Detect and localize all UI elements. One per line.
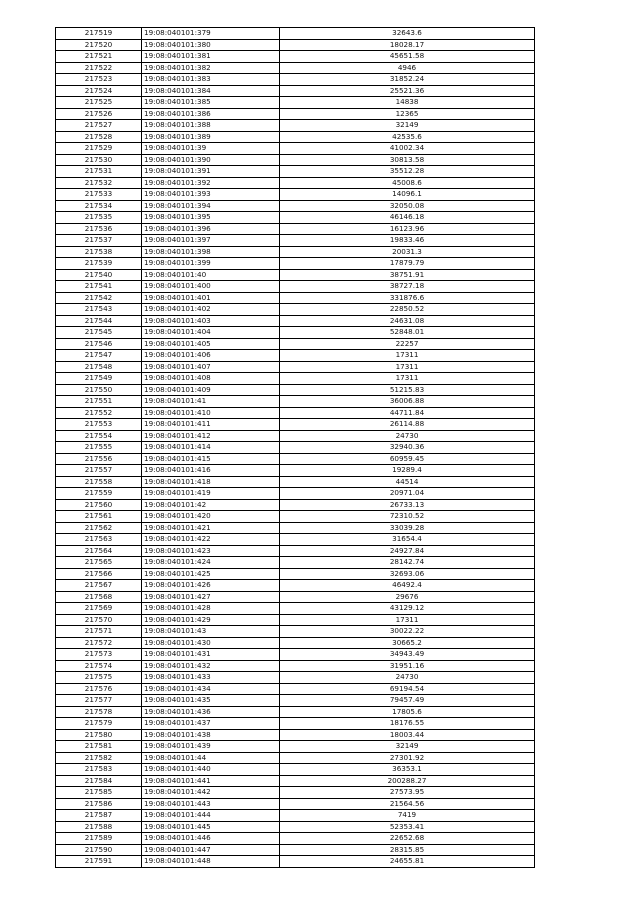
row-id-cell: 217546 bbox=[56, 338, 142, 350]
row-value-cell: 45651.58 bbox=[280, 51, 535, 63]
table-row bbox=[56, 603, 535, 615]
row-id-cell: 217523 bbox=[56, 74, 142, 86]
row-id-cell: 217562 bbox=[56, 522, 142, 534]
row-value-cell: 24631.08 bbox=[280, 315, 535, 327]
table-row bbox=[56, 212, 535, 224]
row-id-cell: 217555 bbox=[56, 442, 142, 454]
row-id-cell: 217572 bbox=[56, 637, 142, 649]
row-value-cell: 24927.84 bbox=[280, 545, 535, 557]
table-row bbox=[56, 166, 535, 178]
row-code-cell: 19:08:040101:445 bbox=[142, 821, 280, 833]
row-value-cell: 17311 bbox=[280, 614, 535, 626]
row-id-cell: 217582 bbox=[56, 752, 142, 764]
row-code-cell: 19:08:040101:435 bbox=[142, 695, 280, 707]
table-row bbox=[56, 453, 535, 465]
row-value-cell: 18176.55 bbox=[280, 718, 535, 730]
row-value-cell: 22652.68 bbox=[280, 833, 535, 845]
row-code-cell: 19:08:040101:431 bbox=[142, 649, 280, 661]
row-code-cell: 19:08:040101:395 bbox=[142, 212, 280, 224]
row-id-cell: 217574 bbox=[56, 660, 142, 672]
table-row bbox=[56, 120, 535, 132]
row-value-cell: 60959.45 bbox=[280, 453, 535, 465]
table-row bbox=[56, 143, 535, 155]
row-value-cell: 29676 bbox=[280, 591, 535, 603]
row-value-cell: 52848.01 bbox=[280, 327, 535, 339]
row-code-cell: 19:08:040101:408 bbox=[142, 373, 280, 385]
table-row bbox=[56, 534, 535, 546]
row-value-cell: 44711.84 bbox=[280, 407, 535, 419]
row-code-cell: 19:08:040101:432 bbox=[142, 660, 280, 672]
table-row bbox=[56, 235, 535, 247]
row-value-cell: 42535.6 bbox=[280, 131, 535, 143]
table-row bbox=[56, 499, 535, 511]
row-code-cell: 19:08:040101:420 bbox=[142, 511, 280, 523]
row-value-cell: 19289.4 bbox=[280, 465, 535, 477]
row-value-cell: 46492.4 bbox=[280, 580, 535, 592]
row-value-cell: 30813.58 bbox=[280, 154, 535, 166]
table-row bbox=[56, 545, 535, 557]
row-id-cell: 217551 bbox=[56, 396, 142, 408]
row-id-cell: 217553 bbox=[56, 419, 142, 431]
row-code-cell: 19:08:040101:41 bbox=[142, 396, 280, 408]
row-code-cell: 19:08:040101:397 bbox=[142, 235, 280, 247]
row-value-cell: 17311 bbox=[280, 373, 535, 385]
row-code-cell: 19:08:040101:442 bbox=[142, 787, 280, 799]
data-table bbox=[55, 27, 535, 868]
row-value-cell: 72310.52 bbox=[280, 511, 535, 523]
row-value-cell: 32149 bbox=[280, 120, 535, 132]
row-code-cell: 19:08:040101:448 bbox=[142, 856, 280, 868]
table-row bbox=[56, 476, 535, 488]
row-code-cell: 19:08:040101:44 bbox=[142, 752, 280, 764]
row-value-cell: 16123.96 bbox=[280, 223, 535, 235]
row-id-cell: 217519 bbox=[56, 28, 142, 40]
table-row bbox=[56, 511, 535, 523]
row-id-cell: 217529 bbox=[56, 143, 142, 155]
table-row bbox=[56, 729, 535, 741]
table-row bbox=[56, 764, 535, 776]
table-row bbox=[56, 315, 535, 327]
row-value-cell: 24730 bbox=[280, 430, 535, 442]
row-value-cell: 79457.49 bbox=[280, 695, 535, 707]
row-code-cell: 19:08:040101:409 bbox=[142, 384, 280, 396]
row-code-cell: 19:08:040101:441 bbox=[142, 775, 280, 787]
table-row bbox=[56, 683, 535, 695]
row-id-cell: 217524 bbox=[56, 85, 142, 97]
row-value-cell: 17805.6 bbox=[280, 706, 535, 718]
table-row bbox=[56, 557, 535, 569]
table-row bbox=[56, 200, 535, 212]
row-id-cell: 217543 bbox=[56, 304, 142, 316]
table-row bbox=[56, 626, 535, 638]
row-id-cell: 217533 bbox=[56, 189, 142, 201]
row-code-cell: 19:08:040101:393 bbox=[142, 189, 280, 201]
table-row bbox=[56, 246, 535, 258]
row-code-cell: 19:08:040101:433 bbox=[142, 672, 280, 684]
row-id-cell: 217554 bbox=[56, 430, 142, 442]
row-id-cell: 217578 bbox=[56, 706, 142, 718]
table-row bbox=[56, 649, 535, 661]
table-row bbox=[56, 108, 535, 120]
row-code-cell: 19:08:040101:429 bbox=[142, 614, 280, 626]
table-row bbox=[56, 131, 535, 143]
row-id-cell: 217566 bbox=[56, 568, 142, 580]
row-value-cell: 4946 bbox=[280, 62, 535, 74]
row-code-cell: 19:08:040101:446 bbox=[142, 833, 280, 845]
table-row bbox=[56, 488, 535, 500]
row-value-cell: 24730 bbox=[280, 672, 535, 684]
row-id-cell: 217522 bbox=[56, 62, 142, 74]
row-code-cell: 19:08:040101:428 bbox=[142, 603, 280, 615]
row-id-cell: 217521 bbox=[56, 51, 142, 63]
row-code-cell: 19:08:040101:430 bbox=[142, 637, 280, 649]
row-value-cell: 331876.6 bbox=[280, 292, 535, 304]
row-code-cell: 19:08:040101:418 bbox=[142, 476, 280, 488]
table-row bbox=[56, 177, 535, 189]
row-id-cell: 217520 bbox=[56, 39, 142, 51]
table-row bbox=[56, 718, 535, 730]
row-id-cell: 217563 bbox=[56, 534, 142, 546]
row-code-cell: 19:08:040101:384 bbox=[142, 85, 280, 97]
row-id-cell: 217536 bbox=[56, 223, 142, 235]
table-row bbox=[56, 189, 535, 201]
row-id-cell: 217541 bbox=[56, 281, 142, 293]
table-row bbox=[56, 844, 535, 856]
row-code-cell: 19:08:040101:42 bbox=[142, 499, 280, 511]
row-id-cell: 217579 bbox=[56, 718, 142, 730]
row-id-cell: 217527 bbox=[56, 120, 142, 132]
row-code-cell: 19:08:040101:382 bbox=[142, 62, 280, 74]
row-id-cell: 217564 bbox=[56, 545, 142, 557]
row-id-cell: 217565 bbox=[56, 557, 142, 569]
row-value-cell: 52353.41 bbox=[280, 821, 535, 833]
row-code-cell: 19:08:040101:434 bbox=[142, 683, 280, 695]
table-row bbox=[56, 821, 535, 833]
row-id-cell: 217557 bbox=[56, 465, 142, 477]
row-value-cell: 7419 bbox=[280, 810, 535, 822]
row-value-cell: 14838 bbox=[280, 97, 535, 109]
row-id-cell: 217570 bbox=[56, 614, 142, 626]
row-value-cell: 20971.04 bbox=[280, 488, 535, 500]
row-value-cell: 28142.74 bbox=[280, 557, 535, 569]
table-row bbox=[56, 752, 535, 764]
row-code-cell: 19:08:040101:426 bbox=[142, 580, 280, 592]
row-id-cell: 217588 bbox=[56, 821, 142, 833]
row-id-cell: 217586 bbox=[56, 798, 142, 810]
row-code-cell: 19:08:040101:410 bbox=[142, 407, 280, 419]
row-value-cell: 44514 bbox=[280, 476, 535, 488]
row-code-cell: 19:08:040101:391 bbox=[142, 166, 280, 178]
row-value-cell: 33039.28 bbox=[280, 522, 535, 534]
row-code-cell: 19:08:040101:424 bbox=[142, 557, 280, 569]
row-value-cell: 30665.2 bbox=[280, 637, 535, 649]
row-code-cell: 19:08:040101:440 bbox=[142, 764, 280, 776]
table-row bbox=[56, 695, 535, 707]
table-body bbox=[56, 28, 535, 868]
row-code-cell: 19:08:040101:405 bbox=[142, 338, 280, 350]
row-value-cell: 200288.27 bbox=[280, 775, 535, 787]
table-row bbox=[56, 51, 535, 63]
row-value-cell: 17311 bbox=[280, 350, 535, 362]
row-value-cell: 24655.81 bbox=[280, 856, 535, 868]
row-code-cell: 19:08:040101:40 bbox=[142, 269, 280, 281]
row-code-cell: 19:08:040101:444 bbox=[142, 810, 280, 822]
row-id-cell: 217577 bbox=[56, 695, 142, 707]
row-id-cell: 217569 bbox=[56, 603, 142, 615]
row-value-cell: 27301.92 bbox=[280, 752, 535, 764]
row-code-cell: 19:08:040101:383 bbox=[142, 74, 280, 86]
row-value-cell: 69194.54 bbox=[280, 683, 535, 695]
row-id-cell: 217534 bbox=[56, 200, 142, 212]
row-code-cell: 19:08:040101:402 bbox=[142, 304, 280, 316]
row-code-cell: 19:08:040101:385 bbox=[142, 97, 280, 109]
table-row bbox=[56, 775, 535, 787]
table-row bbox=[56, 373, 535, 385]
table-row bbox=[56, 350, 535, 362]
row-code-cell: 19:08:040101:425 bbox=[142, 568, 280, 580]
table-row bbox=[56, 419, 535, 431]
row-value-cell: 36353.1 bbox=[280, 764, 535, 776]
row-value-cell: 26733.13 bbox=[280, 499, 535, 511]
row-value-cell: 12365 bbox=[280, 108, 535, 120]
table-row bbox=[56, 810, 535, 822]
row-value-cell: 32940.36 bbox=[280, 442, 535, 454]
table-row bbox=[56, 281, 535, 293]
row-code-cell: 19:08:040101:447 bbox=[142, 844, 280, 856]
table-row bbox=[56, 430, 535, 442]
row-id-cell: 217544 bbox=[56, 315, 142, 327]
row-id-cell: 217585 bbox=[56, 787, 142, 799]
row-code-cell: 19:08:040101:43 bbox=[142, 626, 280, 638]
row-id-cell: 217539 bbox=[56, 258, 142, 270]
row-code-cell: 19:08:040101:415 bbox=[142, 453, 280, 465]
row-code-cell: 19:08:040101:379 bbox=[142, 28, 280, 40]
row-code-cell: 19:08:040101:438 bbox=[142, 729, 280, 741]
table-row bbox=[56, 465, 535, 477]
row-code-cell: 19:08:040101:439 bbox=[142, 741, 280, 753]
row-code-cell: 19:08:040101:427 bbox=[142, 591, 280, 603]
row-id-cell: 217576 bbox=[56, 683, 142, 695]
table-row bbox=[56, 258, 535, 270]
table-row bbox=[56, 856, 535, 868]
row-value-cell: 28315.85 bbox=[280, 844, 535, 856]
row-code-cell: 19:08:040101:419 bbox=[142, 488, 280, 500]
row-value-cell: 32693.06 bbox=[280, 568, 535, 580]
row-code-cell: 19:08:040101:407 bbox=[142, 361, 280, 373]
row-code-cell: 19:08:040101:416 bbox=[142, 465, 280, 477]
table-row bbox=[56, 660, 535, 672]
row-code-cell: 19:08:040101:406 bbox=[142, 350, 280, 362]
row-id-cell: 217531 bbox=[56, 166, 142, 178]
row-id-cell: 217587 bbox=[56, 810, 142, 822]
row-id-cell: 217532 bbox=[56, 177, 142, 189]
row-id-cell: 217548 bbox=[56, 361, 142, 373]
row-value-cell: 46146.18 bbox=[280, 212, 535, 224]
table-row bbox=[56, 223, 535, 235]
table-row bbox=[56, 154, 535, 166]
table-row bbox=[56, 568, 535, 580]
table-row bbox=[56, 85, 535, 97]
row-code-cell: 19:08:040101:411 bbox=[142, 419, 280, 431]
row-code-cell: 19:08:040101:39 bbox=[142, 143, 280, 155]
row-value-cell: 14096.1 bbox=[280, 189, 535, 201]
row-code-cell: 19:08:040101:401 bbox=[142, 292, 280, 304]
table-row bbox=[56, 580, 535, 592]
row-id-cell: 217547 bbox=[56, 350, 142, 362]
row-value-cell: 21564.56 bbox=[280, 798, 535, 810]
table-row bbox=[56, 396, 535, 408]
row-value-cell: 31951.16 bbox=[280, 660, 535, 672]
table-row bbox=[56, 442, 535, 454]
row-value-cell: 22850.52 bbox=[280, 304, 535, 316]
row-value-cell: 31654.4 bbox=[280, 534, 535, 546]
row-value-cell: 19833.46 bbox=[280, 235, 535, 247]
table-row bbox=[56, 706, 535, 718]
row-value-cell: 18003.44 bbox=[280, 729, 535, 741]
row-id-cell: 217583 bbox=[56, 764, 142, 776]
row-code-cell: 19:08:040101:399 bbox=[142, 258, 280, 270]
row-code-cell: 19:08:040101:381 bbox=[142, 51, 280, 63]
row-value-cell: 22257 bbox=[280, 338, 535, 350]
row-id-cell: 217558 bbox=[56, 476, 142, 488]
row-value-cell: 20031.3 bbox=[280, 246, 535, 258]
table-row bbox=[56, 292, 535, 304]
row-code-cell: 19:08:040101:400 bbox=[142, 281, 280, 293]
table-row bbox=[56, 327, 535, 339]
row-code-cell: 19:08:040101:436 bbox=[142, 706, 280, 718]
table-row bbox=[56, 361, 535, 373]
row-code-cell: 19:08:040101:398 bbox=[142, 246, 280, 258]
table-row bbox=[56, 28, 535, 40]
row-value-cell: 27573.95 bbox=[280, 787, 535, 799]
table-row bbox=[56, 62, 535, 74]
row-id-cell: 217538 bbox=[56, 246, 142, 258]
row-value-cell: 35512.28 bbox=[280, 166, 535, 178]
row-id-cell: 217575 bbox=[56, 672, 142, 684]
row-value-cell: 38751.91 bbox=[280, 269, 535, 281]
row-id-cell: 217537 bbox=[56, 235, 142, 247]
row-id-cell: 217542 bbox=[56, 292, 142, 304]
table-row bbox=[56, 384, 535, 396]
row-id-cell: 217571 bbox=[56, 626, 142, 638]
row-value-cell: 34943.49 bbox=[280, 649, 535, 661]
row-id-cell: 217535 bbox=[56, 212, 142, 224]
row-value-cell: 38727.18 bbox=[280, 281, 535, 293]
row-code-cell: 19:08:040101:388 bbox=[142, 120, 280, 132]
row-value-cell: 43129.12 bbox=[280, 603, 535, 615]
table-row bbox=[56, 97, 535, 109]
row-code-cell: 19:08:040101:389 bbox=[142, 131, 280, 143]
table-row bbox=[56, 591, 535, 603]
table-row bbox=[56, 637, 535, 649]
row-value-cell: 17879.79 bbox=[280, 258, 535, 270]
row-id-cell: 217573 bbox=[56, 649, 142, 661]
row-value-cell: 31852.24 bbox=[280, 74, 535, 86]
row-code-cell: 19:08:040101:403 bbox=[142, 315, 280, 327]
row-id-cell: 217540 bbox=[56, 269, 142, 281]
table-row bbox=[56, 304, 535, 316]
row-code-cell: 19:08:040101:414 bbox=[142, 442, 280, 454]
row-id-cell: 217568 bbox=[56, 591, 142, 603]
row-code-cell: 19:08:040101:412 bbox=[142, 430, 280, 442]
row-value-cell: 32643.6 bbox=[280, 28, 535, 40]
row-id-cell: 217559 bbox=[56, 488, 142, 500]
row-value-cell: 17311 bbox=[280, 361, 535, 373]
table-row bbox=[56, 407, 535, 419]
row-code-cell: 19:08:040101:443 bbox=[142, 798, 280, 810]
table-row bbox=[56, 522, 535, 534]
table-row bbox=[56, 74, 535, 86]
row-id-cell: 217525 bbox=[56, 97, 142, 109]
row-value-cell: 32149 bbox=[280, 741, 535, 753]
row-id-cell: 217545 bbox=[56, 327, 142, 339]
table-row bbox=[56, 787, 535, 799]
table-row bbox=[56, 798, 535, 810]
row-id-cell: 217552 bbox=[56, 407, 142, 419]
row-code-cell: 19:08:040101:386 bbox=[142, 108, 280, 120]
row-value-cell: 32050.08 bbox=[280, 200, 535, 212]
row-id-cell: 217556 bbox=[56, 453, 142, 465]
row-value-cell: 36006.88 bbox=[280, 396, 535, 408]
row-value-cell: 25521.36 bbox=[280, 85, 535, 97]
row-code-cell: 19:08:040101:390 bbox=[142, 154, 280, 166]
row-code-cell: 19:08:040101:422 bbox=[142, 534, 280, 546]
row-value-cell: 30022.22 bbox=[280, 626, 535, 638]
row-id-cell: 217590 bbox=[56, 844, 142, 856]
row-id-cell: 217581 bbox=[56, 741, 142, 753]
table-row bbox=[56, 741, 535, 753]
table-row bbox=[56, 338, 535, 350]
row-code-cell: 19:08:040101:396 bbox=[142, 223, 280, 235]
row-code-cell: 19:08:040101:421 bbox=[142, 522, 280, 534]
table-row bbox=[56, 614, 535, 626]
table-row bbox=[56, 672, 535, 684]
row-id-cell: 217589 bbox=[56, 833, 142, 845]
row-code-cell: 19:08:040101:380 bbox=[142, 39, 280, 51]
row-id-cell: 217530 bbox=[56, 154, 142, 166]
row-id-cell: 217580 bbox=[56, 729, 142, 741]
row-value-cell: 41002.34 bbox=[280, 143, 535, 155]
row-id-cell: 217526 bbox=[56, 108, 142, 120]
row-id-cell: 217549 bbox=[56, 373, 142, 385]
table-row bbox=[56, 269, 535, 281]
row-id-cell: 217591 bbox=[56, 856, 142, 868]
table-row bbox=[56, 39, 535, 51]
row-value-cell: 18028.17 bbox=[280, 39, 535, 51]
row-code-cell: 19:08:040101:437 bbox=[142, 718, 280, 730]
row-code-cell: 19:08:040101:394 bbox=[142, 200, 280, 212]
row-code-cell: 19:08:040101:392 bbox=[142, 177, 280, 189]
row-id-cell: 217550 bbox=[56, 384, 142, 396]
row-id-cell: 217528 bbox=[56, 131, 142, 143]
row-value-cell: 51215.83 bbox=[280, 384, 535, 396]
row-id-cell: 217584 bbox=[56, 775, 142, 787]
row-id-cell: 217560 bbox=[56, 499, 142, 511]
row-code-cell: 19:08:040101:404 bbox=[142, 327, 280, 339]
table-row bbox=[56, 833, 535, 845]
row-value-cell: 26114.88 bbox=[280, 419, 535, 431]
row-code-cell: 19:08:040101:423 bbox=[142, 545, 280, 557]
row-value-cell: 45008.6 bbox=[280, 177, 535, 189]
row-id-cell: 217567 bbox=[56, 580, 142, 592]
row-id-cell: 217561 bbox=[56, 511, 142, 523]
